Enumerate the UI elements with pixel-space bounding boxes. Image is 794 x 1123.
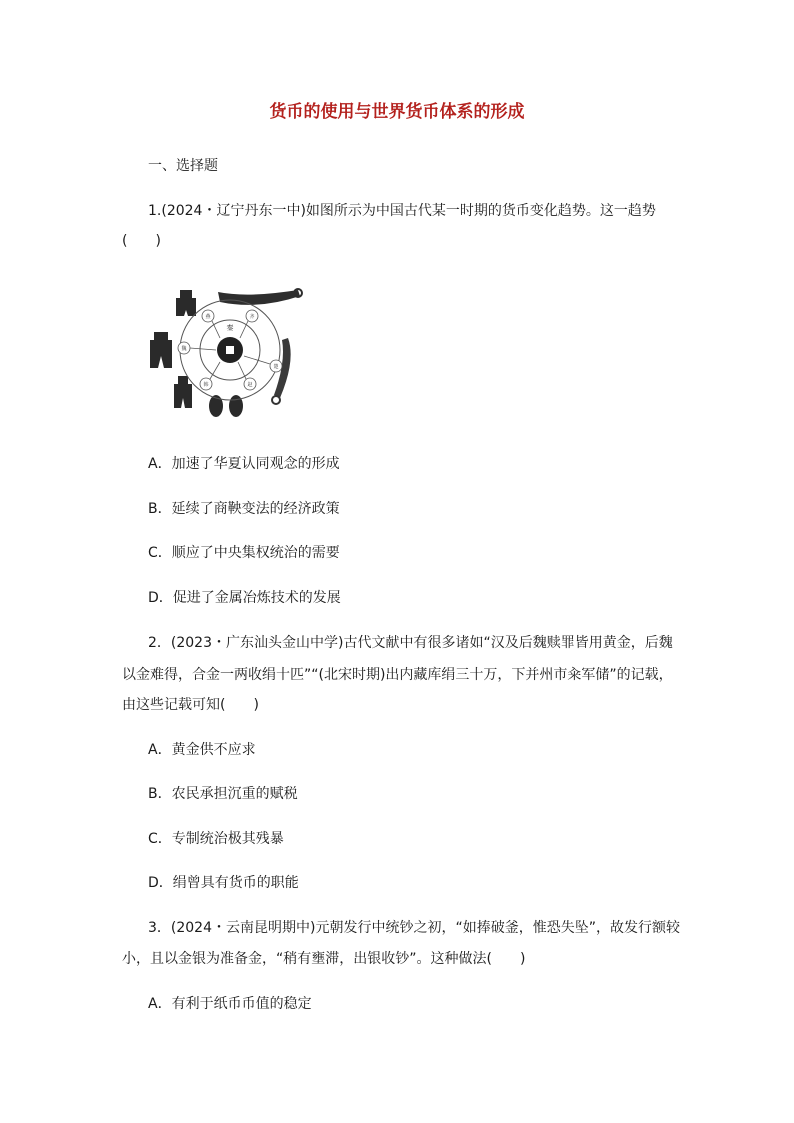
q1-option-b: B．延续了商鞅变法的经济政策 bbox=[148, 501, 340, 517]
q3-stem-line2: 小，且以金银为准备金，“稍有壅滞，出银收钞”。这种做法( ) bbox=[122, 951, 526, 967]
q3-option-a: A．有利于纸币币值的稳定 bbox=[148, 996, 312, 1012]
q1-option-c: C．顺应了中央集权统治的需要 bbox=[148, 545, 340, 561]
q3-stem-line1: 3．(2024・云南昆明期中)元朝发行中统钞之初，“如捧破釜，惟恐失坠”，故发行额较 bbox=[148, 920, 680, 936]
q1-option-a: A．加速了华夏认同观念的形成 bbox=[148, 456, 340, 472]
knife-coin-top bbox=[218, 290, 300, 305]
state-label-wei: 魏 bbox=[181, 346, 187, 352]
page-title: 货币的使用与世界货币体系的形成 bbox=[269, 102, 525, 122]
state-label-qi: 齐 bbox=[249, 314, 255, 320]
spade-coin-bottom-left bbox=[174, 376, 192, 408]
q1-stem-line2: ( ) bbox=[122, 233, 161, 249]
q2-option-d: D．绢曾具有货币的职能 bbox=[148, 875, 299, 891]
coin-diagram-figure bbox=[148, 280, 308, 420]
q2-option-c: C．专制统治极其残暴 bbox=[148, 831, 284, 847]
state-label-han: 韩 bbox=[203, 382, 209, 388]
section-heading: 一、选择题 bbox=[148, 158, 218, 174]
state-label-chu: 楚 bbox=[273, 364, 279, 370]
q2-stem-line1: 2．(2023・广东汕头金山中学)古代文献中有很多诸如“汉及后魏赎罪皆用黄金，后魏 bbox=[148, 635, 673, 651]
state-label-yan: 燕 bbox=[205, 314, 211, 320]
q1-stem-line1: 1.(2024・辽宁丹东一中)如图所示为中国古代某一时期的货币变化趋势。这一趋势 bbox=[148, 203, 656, 219]
q2-option-b: B．农民承担沉重的赋税 bbox=[148, 786, 298, 802]
state-label-qin: 秦 bbox=[226, 324, 234, 332]
spade-coin-left bbox=[150, 332, 172, 368]
q2-option-a: A．黄金供不应求 bbox=[148, 742, 256, 758]
q2-stem-line3: 由这些记载可知( ) bbox=[122, 697, 259, 713]
q1-option-d: D．促进了金属冶炼技术的发展 bbox=[148, 590, 341, 606]
state-label-zhao: 赵 bbox=[247, 382, 253, 388]
spade-coin-top-left bbox=[176, 290, 196, 316]
q2-stem-line2: 以金难得，合金一两收绢十匹”“(北宋时期)出内藏库绢三十万，下并州市籴军储”的记载， bbox=[122, 667, 673, 683]
